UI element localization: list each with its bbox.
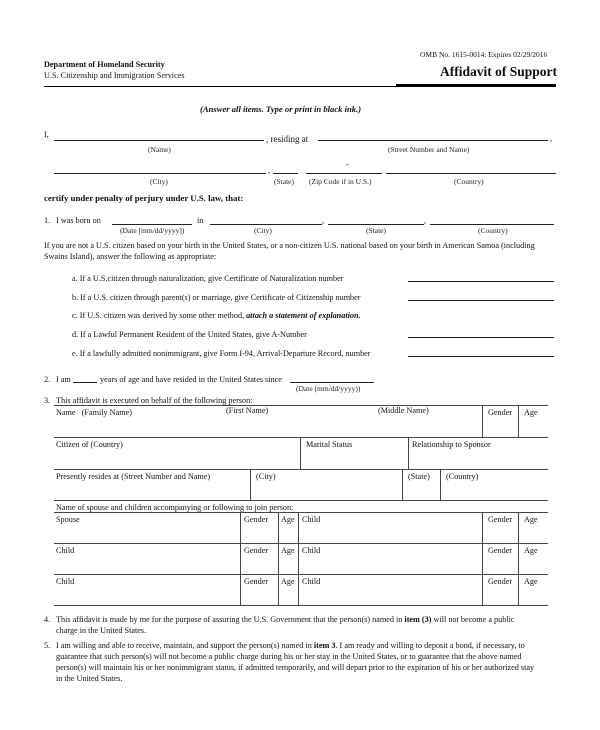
table-line	[54, 605, 548, 606]
option-text: If a lawfully admitted nonimmigrant, give Form I-94, Arrival-Departure Record, number	[79, 349, 371, 358]
item5-text-a: I am willing and able to receive, maintain, and support the person(s) named in	[56, 641, 312, 650]
gender-label: Gender	[244, 577, 269, 586]
item5-line4: in the United States.	[56, 674, 123, 683]
table-line	[54, 500, 548, 501]
street-caption: (Street Number and Name)	[388, 145, 470, 154]
zip-dash: -	[346, 160, 349, 169]
birth-country-caption: (Country)	[478, 226, 508, 235]
a-number-field[interactable]	[408, 337, 554, 338]
child-label: Child	[302, 515, 321, 524]
form-title: Affidavit of Support	[440, 64, 558, 79]
age-label: Age	[524, 577, 538, 586]
item5-text-b: . I am ready and willing to deposit a bond, if necessary, to	[335, 641, 525, 650]
table-line	[54, 512, 548, 513]
item2-i-am: I am	[56, 375, 71, 384]
residing-at-label: , residing at	[266, 134, 309, 144]
child-label: Child	[56, 546, 75, 555]
table-line	[54, 543, 548, 544]
table-line	[402, 469, 403, 500]
birth-state-caption: (State)	[366, 226, 386, 235]
table-line	[518, 512, 519, 605]
child-label: Child	[302, 577, 321, 586]
option-a	[72, 274, 343, 283]
street-field[interactable]	[318, 140, 548, 141]
item4-text-b: will not become a public	[433, 615, 515, 624]
option-text: If a Lawful Permanent Resident of the United States, give A-Number	[80, 330, 307, 339]
presently-resides-label: Presently resides at (Street Number and Name)	[56, 472, 211, 481]
option-emphasis: attach a statement of explanation.	[246, 311, 361, 320]
option-letter: c.	[72, 311, 78, 320]
certify-statement: certify under penalty of perjury under U.S. law, that:	[44, 193, 244, 203]
item4-number: 4.	[44, 615, 51, 624]
name-text: Name	[56, 408, 76, 417]
birth-date-caption: (Date [mm/dd/yyyy])	[120, 226, 185, 235]
item1-number: 1.	[44, 216, 51, 225]
child-label: Child	[302, 546, 321, 555]
gender-label: Gender	[488, 546, 513, 555]
state-field[interactable]	[273, 173, 298, 174]
born-on-label: I was born on	[56, 216, 101, 225]
table-line	[408, 437, 409, 469]
item2-text: years of age and have resided in the United States since	[100, 375, 282, 384]
comma: ,	[268, 166, 271, 175]
table-line	[482, 512, 483, 605]
option-letter: e.	[72, 349, 78, 358]
in-label: in	[197, 216, 204, 225]
i-label: I,	[44, 130, 49, 139]
option-letter: a.	[72, 274, 78, 283]
comma: ,	[424, 216, 427, 225]
option-letter: d.	[72, 330, 79, 339]
table-line	[440, 469, 441, 500]
family-name-label: (Family Name)	[81, 408, 132, 417]
state-caption: (State)	[274, 177, 294, 186]
residence-date-caption: (Date (mm/dd/yyyy))	[296, 384, 361, 393]
comma: ,	[550, 134, 553, 143]
birth-city-caption: (City)	[254, 226, 272, 235]
item2-number: 2.	[44, 375, 51, 384]
spouse-children-label: Name of spouse and children accompanying or following to join person:	[56, 503, 294, 512]
option-e	[72, 349, 371, 358]
item4-text	[56, 615, 514, 624]
item5-number: 5.	[44, 641, 51, 650]
table-line	[278, 512, 279, 605]
item3-text: This affidavit is executed on behalf of the following person:	[56, 396, 253, 405]
item5-bold: item 3	[313, 641, 336, 650]
item5-text	[56, 641, 525, 650]
gender-label: Gender	[488, 408, 513, 417]
name-label	[56, 408, 132, 417]
age-label: Age	[524, 546, 538, 555]
option-text: If a U.S.citizen through naturalization, give Certificate of Naturalization number	[79, 274, 344, 283]
age-label: Age	[281, 515, 295, 524]
omb-number: OMB No. 1615-0014; Expires 02/29/2016	[420, 50, 548, 59]
gender-label: Gender	[488, 577, 513, 586]
i94-number-field[interactable]	[408, 356, 554, 357]
child-label: Child	[56, 577, 75, 586]
birth-date-field[interactable]	[112, 224, 192, 225]
item5-line2: guarantee that such person(s) will not become a public charge during his or her stay in the United States, or to guarantee that the above named	[56, 652, 522, 661]
item4-text-a: This affidavit is made by me for the purpose of assuring the U.S. Government that the person(s) named in	[56, 615, 403, 624]
birth-city-field[interactable]	[210, 224, 322, 225]
table-line	[54, 437, 548, 438]
name-caption: (Name)	[148, 145, 171, 154]
middle-name-label: (Middle Name)	[378, 406, 429, 415]
option-d	[72, 330, 307, 339]
option-b	[72, 293, 361, 302]
table-line	[54, 574, 548, 575]
age-field[interactable]	[73, 382, 97, 383]
spouse-label: Spouse	[56, 515, 80, 524]
resides-city-label: (City)	[256, 472, 276, 481]
department-name: Department of Homeland Security	[44, 60, 165, 69]
zip-field[interactable]	[306, 173, 382, 174]
option-text: If a U.S. citizen through parent(s) or marriage, give Certificate of Citizenship number	[80, 293, 361, 302]
item4-bold: item (3)	[404, 615, 432, 624]
table-line	[482, 405, 483, 437]
birth-state-field[interactable]	[328, 224, 424, 225]
gender-label: Gender	[244, 515, 269, 524]
naturalization-number-field[interactable]	[408, 281, 554, 282]
age-label: Age	[524, 408, 538, 417]
option-text: If U.S. citizen was derived by some other method,	[79, 311, 245, 320]
citizen-of-label: Citizen of (Country)	[56, 440, 123, 449]
item1-note: If you are not a U.S. citizen based on your birth in the United States, or a non-citizen U.S. national based on your birth in American Samoa (including Swains Island), answer the following as appropriate:	[44, 241, 535, 261]
city-caption: (City)	[150, 177, 168, 186]
residence-date-field[interactable]	[290, 382, 374, 383]
age-label: Age	[281, 577, 295, 586]
table-line	[54, 469, 548, 470]
relationship-label: Relationship to Sponsor	[412, 440, 491, 449]
gender-label: Gender	[488, 515, 513, 524]
first-name-label: (First Name)	[226, 406, 269, 415]
item3-number: 3.	[44, 396, 51, 405]
instructions: (Answer all items. Type or print in black ink.)	[200, 104, 362, 114]
zip-caption: (Zip Code if in U.S.)	[309, 177, 372, 186]
birth-country-field[interactable]	[430, 224, 554, 225]
table-line	[250, 469, 251, 500]
option-c	[72, 311, 361, 320]
option-letter: b.	[72, 293, 79, 302]
header-rule	[44, 86, 556, 87]
item5-line3: person(s) will maintain his or her nonimmigrant status, if admitted temporarily, and will depart prior to the expiration of his or her authorized stay	[56, 663, 535, 672]
marital-status-label: Marital Status	[306, 440, 353, 449]
agency-name: U.S. Citizenship and Immigration Services	[44, 71, 185, 80]
name-field[interactable]	[54, 140, 264, 141]
citizenship-number-field[interactable]	[408, 300, 554, 301]
age-label: Age	[524, 515, 538, 524]
age-label: Age	[281, 546, 295, 555]
table-line	[298, 512, 299, 605]
table-line	[518, 405, 519, 437]
country-caption: (Country)	[454, 177, 484, 186]
table-line	[300, 437, 301, 469]
city-field[interactable]	[54, 173, 266, 174]
resides-country-label: (Country)	[446, 472, 479, 481]
gender-label: Gender	[244, 546, 269, 555]
country-field[interactable]	[386, 173, 556, 174]
item4-line2: charge in the United States.	[56, 626, 147, 635]
table-line	[240, 512, 241, 605]
resides-state-label: (State)	[408, 472, 430, 481]
comma: ,	[322, 216, 325, 225]
table-line	[54, 405, 548, 406]
